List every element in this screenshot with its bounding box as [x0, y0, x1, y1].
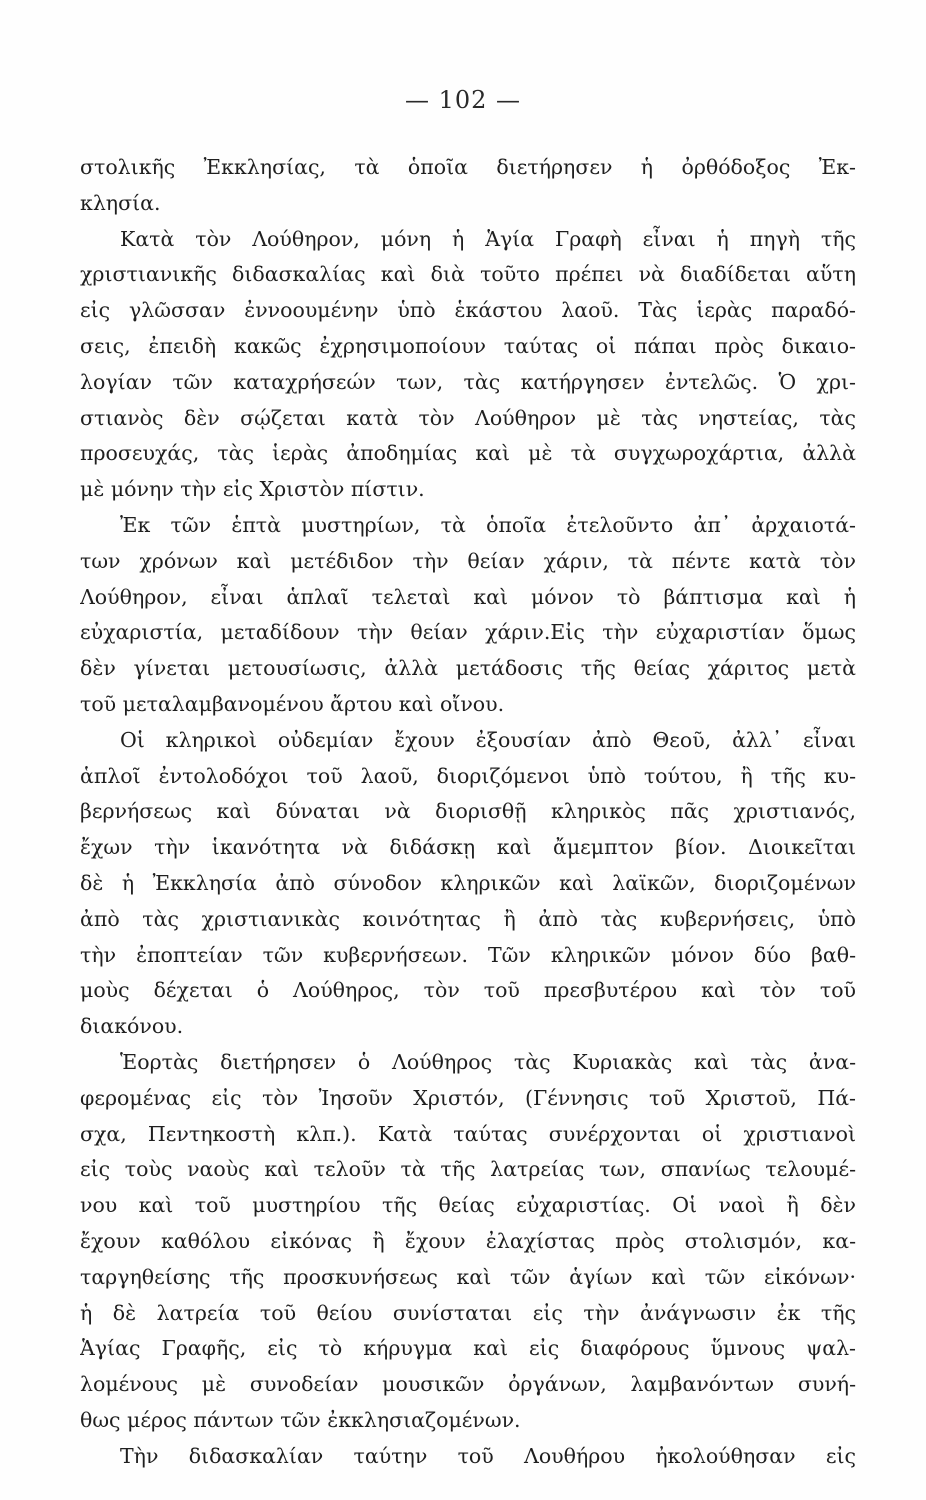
text-line: δὲ ἡ Ἐκκλησία ἀπὸ σύνοδον κληρικῶν καὶ λαϊκῶν, διοριζομένων	[80, 870, 856, 895]
text-line: τὴν ἐποπτείαν τῶν κυβερνήσεων. Τῶν κληρικῶν μόνον δύο βαθ-	[80, 942, 856, 967]
text-line: ἁπλοῖ ἐντολοδόχοι τοῦ λαοῦ, διοριζόμενοι ὑπὸ τούτου, ἢ τῆς κυ-	[80, 763, 856, 788]
text-line: Ἑορτὰς διετήρησεν ὁ Λούθηρος τὰς Κυριακὰς καὶ τὰς ἀνα-	[120, 1049, 856, 1074]
text-line: των χρόνων καὶ μετέδιδον τὴν θείαν χάριν, τὰ πέντε κατὰ τὸν	[80, 548, 856, 573]
text-line: στολικῆς Ἐκκλησίας, τὰ ὁποῖα διετήρησεν ἡ ὀρθόδοξος Ἐκ-	[80, 155, 856, 179]
text-line: μὲ μόνην τὴν εἰς Χριστὸν πίστιν.	[80, 477, 425, 502]
text-line: Οἱ κληρικοὶ οὐδεμίαν ἔχουν ἐξουσίαν ἀπὸ Θεοῦ, ἀλλ᾽ εἶναι	[120, 727, 856, 752]
text-line: Τὴν διδασκαλίαν ταύτην τοῦ Λουθήρου ἠκολούθησαν εἰς	[120, 1443, 856, 1468]
body-text	[80, 150, 856, 1474]
text-line: εὐχαριστία, μεταδίδουν τὴν θείαν χάριν.Εἰς τὴν εὐχαριστίαν ὅμως	[80, 620, 856, 645]
text-line: ἀπὸ τὰς χριστιανικὰς κοινότητας ἢ ἀπὸ τὰς κυβερνήσεις, ὑπὸ	[80, 906, 856, 931]
text-line: νου καὶ τοῦ μυστηρίου τῆς θείας εὐχαριστίας. Οἱ ναοὶ ἢ δὲν	[80, 1193, 856, 1218]
text-line: σεις, ἐπειδὴ κακῶς ἐχρησιμοποίουν ταύτας οἱ πάπαι πρὸς δικαιο-	[80, 333, 856, 358]
text-line: διακόνου.	[80, 1014, 184, 1039]
text-line: φερομένας εἰς τὸν Ἰησοῦν Χριστόν, (Γέννησις τοῦ Χριστοῦ, Πά-	[80, 1085, 856, 1110]
text-line: λομένους μὲ συνοδείαν μουσικῶν ὀργάνων, λαμβανόντων συνή-	[80, 1372, 856, 1397]
text-line: στιανὸς δὲν σῴζεται κατὰ τὸν Λούθηρον μὲ τὰς νηστείας, τὰς	[80, 405, 856, 430]
text-line: λογίαν τῶν καταχρήσεών των, τὰς κατήργησεν ἐντελῶς. Ὁ χρι-	[80, 369, 856, 394]
text-line: χριστιανικῆς διδασκαλίας καὶ διὰ τοῦτο πρέπει νὰ διαδίδεται αὕτη	[80, 262, 856, 287]
text-line: τοῦ μεταλαμβανομένου ἄρτου καὶ οἴνου.	[80, 691, 505, 716]
page-number: — 102 —	[404, 86, 522, 114]
text-line: Λούθηρον, εἶναι ἁπλαῖ τελεταὶ καὶ μόνον τὸ βάπτισμα καὶ ἡ	[80, 584, 856, 609]
text-line: δὲν γίνεται μετουσίωσις, ἀλλὰ μετάδοσις τῆς θείας χάριτος μετὰ	[80, 656, 856, 681]
text-line: βερνήσεως καὶ δύναται νὰ διορισθῇ κληρικὸς πᾶς χριστιανός,	[80, 799, 856, 824]
text-line: Κατὰ τὸν Λούθηρον, μόνη ἡ Ἁγία Γραφὴ εἶναι ἡ πηγὴ τῆς	[120, 226, 856, 251]
text-line: Ἐκ τῶν ἑπτὰ μυστηρίων, τὰ ὁποῖα ἐτελοῦντο ἀπ᾽ ἀρχαιοτά-	[120, 512, 856, 537]
text-line: μοὺς δέχεται ὁ Λούθηρος, τὸν τοῦ πρεσβυτέρου καὶ τὸν τοῦ	[80, 978, 856, 1003]
text-line: κλησία.	[80, 190, 161, 215]
text-line: εἰς τοὺς ναοὺς καὶ τελοῦν τὰ τῆς λατρείας των, σπανίως τελουμέ-	[80, 1157, 856, 1182]
text-line: ἔχων τὴν ἱκανότητα νὰ διδάσκῃ καὶ ἄμεμπτον βίον. Διοικεῖται	[80, 835, 856, 860]
text-line: σχα, Πεντηκοστὴ κλπ.). Κατὰ ταύτας συνέρχονται οἱ χριστιανοὶ	[80, 1121, 856, 1146]
text-line: προσευχάς, τὰς ἱερὰς ἀποδημίας καὶ μὲ τὰ συγχωροχάρτια, ἀλλὰ	[80, 441, 856, 466]
text-line: ταργηθείσης τῆς προσκυνήσεως καὶ τῶν ἁγίων καὶ τῶν εἰκόνων·	[80, 1264, 856, 1289]
text-line: Ἁγίας Γραφῆς, εἰς τὸ κήρυγμα καὶ εἰς διαφόρους ὕμνους ψαλ-	[80, 1336, 856, 1361]
text-line: εἰς γλῶσσαν ἐννοουμένην ὑπὸ ἑκάστου λαοῦ. Τὰς ἱερὰς παραδό-	[80, 298, 856, 323]
text-line: ἔχουν καθόλου εἰκόνας ἢ ἔχουν ἐλαχίστας πρὸς στολισμόν, κα-	[80, 1228, 856, 1253]
text-line: θως μέρος πάντων τῶν ἐκκλησιαζομένων.	[80, 1407, 521, 1432]
text-line: ἡ δὲ λατρεία τοῦ θείου συνίσταται εἰς τὴν ἀνάγνωσιν ἐκ τῆς	[80, 1300, 856, 1325]
